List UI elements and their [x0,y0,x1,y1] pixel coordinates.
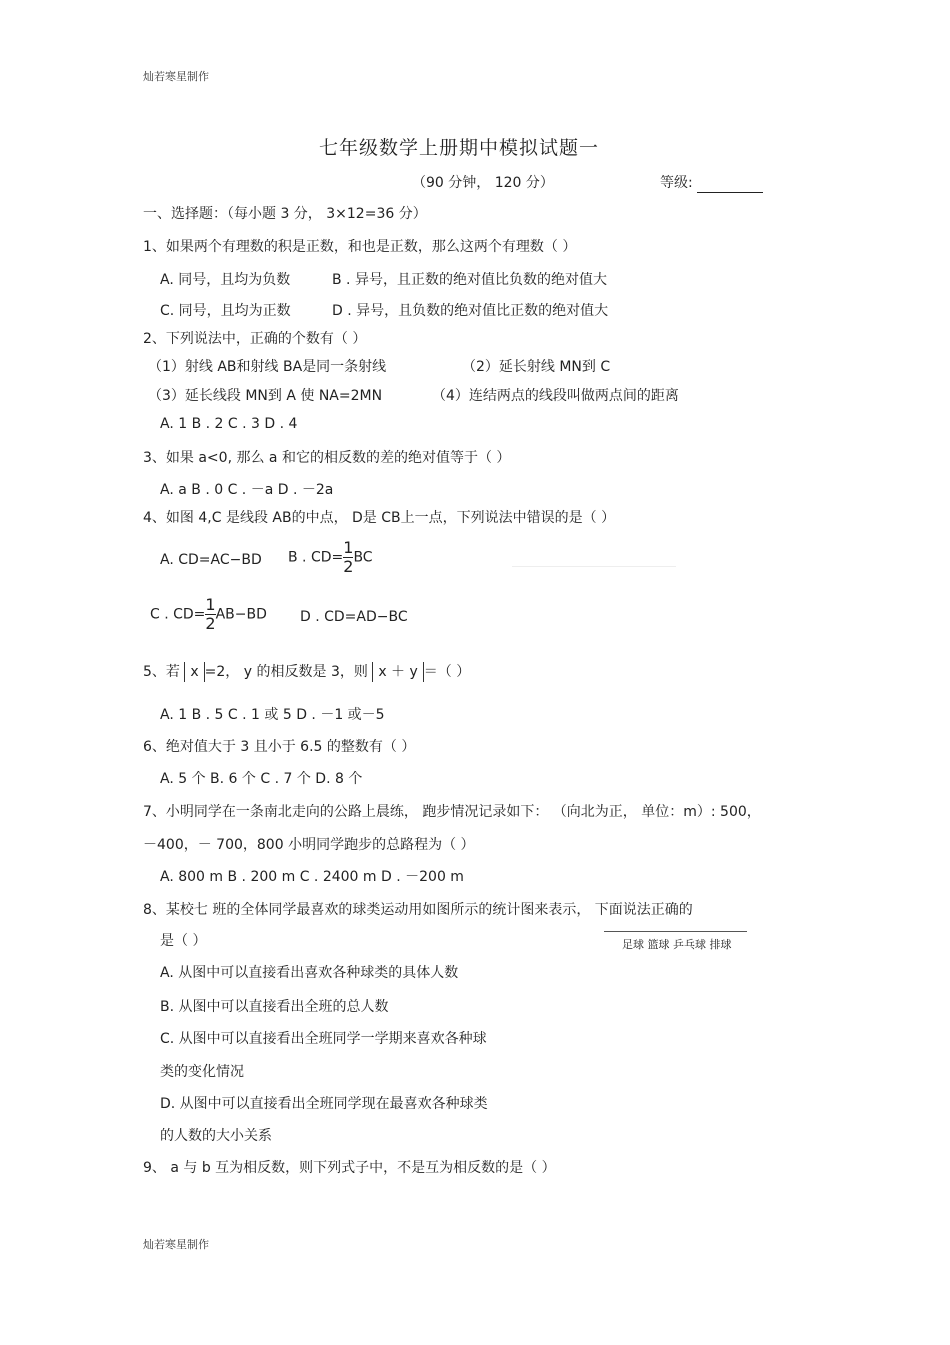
question-1: 1、如果两个有理数的积是正数，和也是正数，那么这两个有理数（ ） [143,239,577,255]
question-8: 8、某校七 班的全体同学最喜欢的球类运动用如图所示的统计图来表示， 下面说法正确的 [143,902,693,918]
question-8-continued: 是（ ） [160,933,207,949]
fraction-one-half: $\frac{1}{2}$ [205,595,216,633]
question-5 [143,662,470,682]
grade-field [660,173,763,193]
question-5-middle: =2， y 的相反数是 3，则 [204,664,368,680]
page-header: 灿若寒星制作 [143,70,209,83]
absolute-value-x [184,662,204,682]
question-6: 6、绝对值大于 3 且小于 6.5 的整数有（ ） [143,739,416,755]
question-1-option-d: D . 异号，且负数的绝对值比正数的绝对值大 [332,303,609,319]
question-4-option-c-suffix: AB−BD [215,606,267,623]
question-8-option-c-continued: 类的变化情况 [160,1064,244,1080]
question-1-option-b: B . 异号，且正数的绝对值比负数的绝对值大 [332,272,607,288]
question-8-option-d: D. 从图中可以直接看出全班同学现在最喜欢各种球类 [160,1096,488,1112]
question-4-option-c-prefix: C . CD= [150,606,206,623]
absolute-value-x-plus-y [372,662,423,682]
question-7-options: A. 800 m B . 200 m C . 2400 m D . －200 m [160,869,464,885]
section-heading: 一、选择题：（每小题 3 分， 3×12=36 分） [143,206,427,222]
question-2-statement-3: （3）延长线段 MN到 A 使 NA=2MN [148,388,383,404]
variable-x: x [190,664,199,680]
question-2: 2、下列说法中，正确的个数有（ ） [143,331,367,347]
expression-x-plus-y: x ＋ y [378,664,418,680]
fraction-one-half: $\frac{1}{2}$ [343,538,354,576]
question-1-option-c: C. 同号，且均为正数 [160,303,291,319]
question-4-option-b-prefix: B . CD= [288,549,344,566]
question-4-option-b [288,539,373,576]
exam-duration-score: （90 分钟， 120 分） [412,175,554,191]
question-8-option-a: A. 从图中可以直接看出喜欢各种球类的具体人数 [160,965,459,981]
grade-blank [697,178,763,193]
question-4-option-c [150,596,267,633]
question-1-option-a: A. 同号，且均为负数 [160,272,291,288]
question-2-options: A. 1 B . 2 C . 3 D . 4 [160,416,298,432]
question-4: 4、如图 4,C 是线段 AB的中点， D是 CB上一点，下列说法中错误的是（ ） [143,510,616,526]
page-title: 七年级数学上册期中模拟试题一 [319,137,600,159]
question-6-options: A. 5 个 B. 6 个 C . 7 个 D. 8 个 [160,771,363,787]
question-4-option-b-suffix: BC [353,549,373,566]
grade-label: 等级: [660,175,693,191]
figure-4-placeholder [512,566,676,567]
question-7: 7、小明同学在一条南北走向的公路上晨练， 跑步情况记录如下： （向北为正， 单位：m）: 500， [143,804,761,820]
question-2-statement-1: （1）射线 AB和射线 BA是同一条射线 [148,359,387,375]
page-footer: 灿若寒星制作 [143,1238,209,1251]
question-5-options: A. 1 B . 5 C . 1 或 5 D . －1 或－5 [160,707,385,723]
question-9: 9、 a 与 b 互为相反数，则下列式子中，不是互为相反数的是（ ） [143,1160,556,1176]
question-4-option-d: D . CD=AD−BC [300,609,408,625]
question-5-prefix: 5、若 [143,664,180,680]
chart-baseline [604,931,747,932]
question-3-options: A. a B . 0 C . －a D . －2a [160,482,334,498]
question-8-option-c: C. 从图中可以直接看出全班同学一学期来喜欢各种球 [160,1031,487,1047]
question-2-statement-2: （2）延长射线 MN到 C [462,359,611,375]
question-2-statement-4: （4）连结两点的线段叫做两点间的距离 [432,388,679,404]
question-8-option-d-continued: 的人数的大小关系 [160,1128,272,1144]
question-4-option-a: A. CD=AC−BD [160,552,262,568]
question-5-suffix: ＝（ ） [423,664,471,680]
question-7-continued: －400，－ 700，800 小明同学跑步的总路程为（ ） [143,837,475,853]
chart-legend: 足球 篮球 乒乓球 排球 [622,938,732,951]
question-3: 3、如果 a<0, 那么 a 和它的相反数的差的绝对值等于（ ） [143,450,511,466]
question-8-option-b: B. 从图中可以直接看出全班的总人数 [160,999,389,1015]
